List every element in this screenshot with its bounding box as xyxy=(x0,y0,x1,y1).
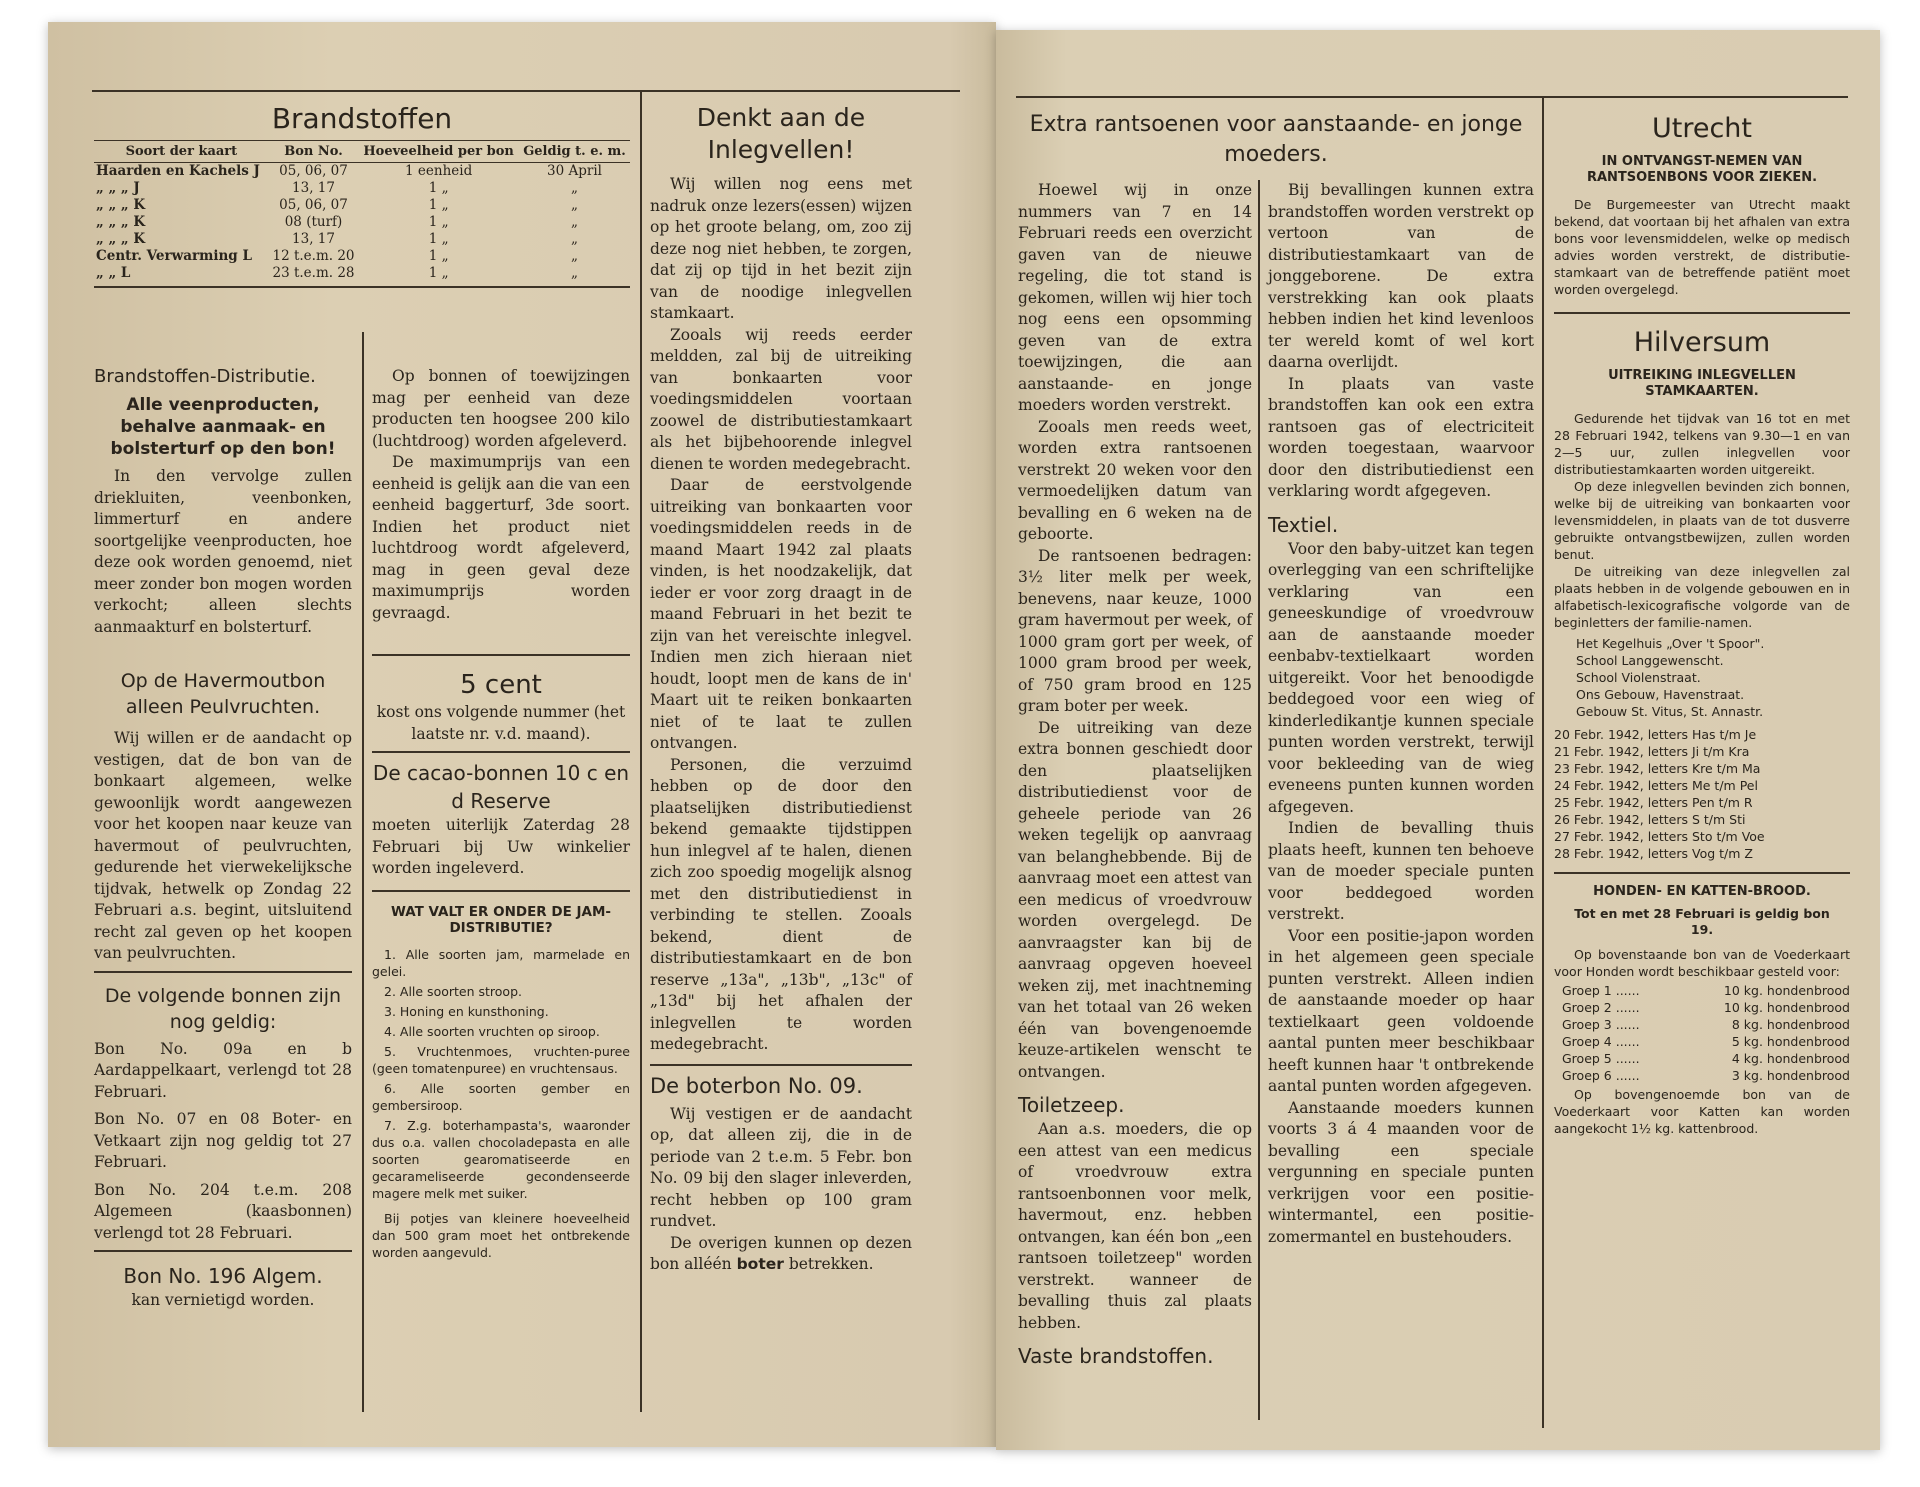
cell: 13, 17 xyxy=(292,231,335,247)
honden-title: HONDEN- EN KATTEN-BROOD. xyxy=(1593,884,1811,899)
list-item: Bon No. 204 t.e.m. 208 Algemeen (kaasbonnen) verlengd tot 28 Februari. xyxy=(94,1180,352,1242)
cell: 23 t.e.m. 28 xyxy=(272,265,355,281)
table-row xyxy=(94,163,630,181)
havermout-article xyxy=(94,668,352,1312)
list-item: 21 Febr. 1942, letters Ji t/m Kra xyxy=(1554,744,1750,759)
geldig-title: De volgende bonnen zijn nog geldig: xyxy=(104,984,342,1033)
paragraph: Op deze inlegvellen bevinden zich bonnen, welke bij de uitreiking van bonkaarten voor levensmiddelen, in plaats van de tot dusverre gebruikte ontvangstbewijzen, zullen worden benut. xyxy=(1554,479,1850,562)
list-item: School Langgewenscht. xyxy=(1576,653,1724,668)
cell: 1 „ xyxy=(428,197,449,213)
list-item: 26 Febr. 1942, letters S t/m Sti xyxy=(1554,812,1746,827)
paragraph: Voor den baby-uitzet kan tegen overlegging van een schriftelijke verklaring van een geneeskundige of vroedvrouw aan de aanstaande moeder eenbabv-textielkaart worden uitgereikt. Voor het benoodigde beddegoed voor een wieg of kinderledikantje kunnen speciale punten worden verstrekt, terwijl voor bekleeding van de wieg eveneens punten kunnen worden afgegeven. xyxy=(1268,539,1534,816)
text-bold: boter xyxy=(736,1255,784,1273)
jam-note: Bij potjes van kleinere hoeveelheid dan 500 gram moet het ontbrekende worden aangevuld. xyxy=(372,1210,630,1260)
utrecht-subtitle: IN ONTVANGST-NEMEN VAN RANTSOENBONS VOOR ZIEKEN. xyxy=(1586,154,1818,185)
paragraph: Wij willen nog eens met nadruk onze lezers(essen) wijzen op het groote belang, om, zoo zij deze nog niet hebben, te zorgen, dat zij op tijd in het bezit zijn van de noodige inlegvellen stamkaart. xyxy=(650,175,912,322)
group-name: Groep 4 ...... xyxy=(1562,1034,1640,1049)
local-news-column xyxy=(1554,112,1850,1137)
table-header: Bon No. xyxy=(269,141,359,163)
table-row xyxy=(94,231,630,248)
list-item: 7. Z.g. boterhampasta's, waaronder dus o.a. vallen chocoladepasta en alle soorten gearomatiseerde en gecarameliseerde gecondenseerde magere melk met suiker. xyxy=(372,1117,630,1201)
paragraph: Gedurende het tijdvak van 16 tot en met 28 Februari 1942, telkens van 9.30—1 en van 2—5 uur, zullen inlegvellen voor distributiestamkaarten worden uitgereikt. xyxy=(1554,411,1850,477)
cacao-text: moeten uiterlijk Zaterdag 28 Februari bij Uw winkelier worden ingeleverd. xyxy=(372,816,630,877)
cell: „ xyxy=(571,248,578,264)
table-row xyxy=(94,248,630,265)
brandstoffen-title: Brandstoffen xyxy=(271,102,453,135)
honden-body xyxy=(1554,946,1850,1137)
cent-article xyxy=(372,668,630,1261)
paragraph: De rantsoenen bedragen: 3½ liter melk per week, benevens, naar keuze, 1000 gram havermout per week, of 1000 gram gort per week, of 1000 gram brood per week, of 750 gram brood en 125 gram boter per week. xyxy=(1018,546,1252,715)
group-amount: 8 kg. hondenbrood xyxy=(1731,1017,1850,1032)
paragraph: De uitreiking van deze extra bonnen geschiedt door den plaatselijken distributiedienst voor de geheele periode van 26 weken tegelijk op aanvraag van belanghebbende. Bij de aanvraag moet een attest van een medicus of vroedvrouw worden overgelegd. De aanvraagster kan bij de aanvraag opgeven hoeveel weken zij, met inachtneming van het totaal van 26 weken één van bovengenoemde keuze-artikelen wenscht te ontvangen. xyxy=(1018,718,1252,1081)
list-item: 5. Vruchtenmoes, vruchten-puree (geen tomatenpuree) en vruchtensaus. xyxy=(372,1043,630,1076)
brandstoffen-section xyxy=(94,102,630,288)
paragraph: Hoewel wij in onze nummers van 7 en 14 Februari reeds een overzicht gaven van de nieuwe regeling, die tot stand is gekomen, willen wij hier toch nog eens een opsomming geven van de extra toewijzingen, die aan aanstaande- en jonge moeders worden verstrekt. xyxy=(1018,181,1252,414)
cell: „ „ „ K xyxy=(96,231,146,247)
column-divider xyxy=(362,332,364,1412)
paragraph: Indien de bevalling thuis plaats heeft, kunnen ten behoeve van de moeder speciale punten voor beddegoed worden verstrekt. xyxy=(1268,819,1534,923)
cell: „ xyxy=(571,197,578,213)
havermout-title: Op de Havermoutbon alleen Peulvruchten. xyxy=(120,670,326,718)
paragraph: De uitreiking van deze inlegvellen zal plaats hebben in de volgende gebouwen en in alfabetisch-lexicografische volgorde van de beginletters der familie-namen. xyxy=(1554,564,1850,630)
cell: 05, 06, 07 xyxy=(279,197,348,213)
list-item xyxy=(1562,1033,1850,1050)
table-row xyxy=(94,265,630,282)
jam-title: WAT VALT ER ONDER DE JAM-DISTRIBUTIE? xyxy=(390,903,612,936)
cell: 08 (turf) xyxy=(284,214,343,230)
paragraph: Aanstaande moeders kunnen voorts 3 á 4 maanden voor de bevalling een speciale vergunning en speciale punten verkrijgen voor een positie-wintermantel, een positie-zomermantel en bustehouders. xyxy=(1268,1098,1534,1246)
cell: „ xyxy=(571,214,578,230)
list-item xyxy=(1562,999,1850,1016)
paragraph: Aan a.s. moeders, die op een attest van een medicus of vroedvrouw extra rantsoenbonnen voor melk, havermout, enz. hebben ontvangen, kan één bon „een rantsoen toiletzeep" worden verstrekt. wanneer de bevalling thuis zal plaats hebben. xyxy=(1018,1120,1252,1332)
list-item: 3. Honing en kunsthoning. xyxy=(384,1003,549,1019)
vaste-article xyxy=(1268,180,1534,1248)
bon196-title: Bon No. 196 Algem. xyxy=(123,1264,323,1288)
table-header: Soort der kaart xyxy=(94,141,269,163)
cell: „ „ L xyxy=(96,265,131,281)
distributie-article-cont xyxy=(372,366,630,624)
hilversum-subtitle: UITREIKING INLEGVELLEN STAMKAARTEN. xyxy=(1608,368,1796,399)
list-item xyxy=(1562,982,1850,999)
list-item: Bon No. 09a en b Aardappelkaart, verlengd tot 28 Februari. xyxy=(94,1039,352,1101)
table-header: Geldig t. e. m. xyxy=(519,141,630,163)
geldig-list xyxy=(94,1039,352,1245)
group-name: Groep 5 ...... xyxy=(1562,1051,1640,1066)
cell: „ „ „ J xyxy=(96,180,140,196)
paragraph: Op bovengenoemde bon van de Voederkaart voor Katten kan worden aangekocht 1½ kg. kattenbrood. xyxy=(1554,1087,1850,1136)
group-name: Groep 3 ...... xyxy=(1562,1017,1640,1032)
cell: 1 „ xyxy=(428,180,449,196)
cell: 1 „ xyxy=(428,214,449,230)
right-page xyxy=(996,30,1880,1450)
distributie-article xyxy=(94,366,352,638)
list-item: 28 Febr. 1942, letters Vog t/m Z xyxy=(1554,846,1753,861)
list-item xyxy=(1562,1050,1850,1067)
paragraph: Personen, die verzuimd hebben op de door den plaatselijken distributiedienst bekend gemaakte tijdstippen hun inlegvel af te halen, dienen zich zoo spoedig mogelijk alsnog met den distributiedienst in verbinding te stellen. Zooals bekend, dient de distributiestamkaart en de bon reserve „13a", „13b", „13c" of „13d" bij het afhalen der inlegvellen te worden medegebracht. xyxy=(650,755,912,1053)
utrecht-title: Utrecht xyxy=(1651,113,1752,144)
extra-title-block xyxy=(1016,110,1536,170)
hilversum-body xyxy=(1554,410,1850,862)
bon196-text: kan vernietigd worden. xyxy=(131,1291,315,1309)
location-list xyxy=(1576,635,1850,720)
cell: 1 „ xyxy=(428,248,449,264)
table-row xyxy=(94,214,630,231)
paragraph: De Burgemeester van Utrecht maakt bekend, dat voortaan bij het afhalen van extra bons voor levensmiddelen, welke op medisch advies worden verstrekt, de distributie-stamkaart van de betreffende patiënt moet worden overgelegd. xyxy=(1554,197,1850,297)
inlegvellen-title: Denkt aan de Inlegvellen! xyxy=(696,103,866,164)
list-item: 25 Febr. 1942, letters Pen t/m R xyxy=(1554,795,1753,810)
list-item: School Violenstraat. xyxy=(1576,670,1701,685)
date-list xyxy=(1554,726,1850,862)
paragraph: Bij bevallingen kunnen extra brandstoffen worden verstrekt op vertoon van de distributiestamkaart van de jonggeborene. De extra verstrekking kan ook plaats hebben indien het kind levenloos ter wereld komt of wel kort daarna overlijdt. xyxy=(1268,181,1534,371)
group-name: Groep 2 ...... xyxy=(1562,1000,1640,1015)
paragraph: De maximumprijs van een eenheid is gelijk aan die van een eenheid baggerturf, 3de soort. Indien het product niet luchtdroog wordt afgeleverd, mag in geen geval deze maximumprijs worden gevraagd. xyxy=(372,453,630,622)
paragraph: Wij willen er de aandacht op vestigen, dat de bon van de bonkaart algemeen, welke gewoonlijk wordt aangewezen voor het koopen naar keuze van havermout of peulvruchten, gedurende het vierwekelijksche tijdvak, hetwelk op Zondag 22 Februari a.s. begint, uitsluitend recht zal geven op het koopen van peulvruchten. xyxy=(94,729,352,962)
textiel-title: Textiel. xyxy=(1268,512,1339,537)
distributie-subtitle: Alle veenproducten, behalve aanmaak- en bolsterturf op den bon! xyxy=(110,395,336,459)
inlegvellen-article xyxy=(650,102,912,1276)
cell: Centr. Verwarming L xyxy=(96,248,252,264)
groups-list xyxy=(1562,982,1850,1084)
list-item: 24 Febr. 1942, letters Me t/m Pel xyxy=(1554,778,1758,793)
extra-title: Extra rantsoenen voor aanstaande- en jonge moeders. xyxy=(1029,112,1523,167)
list-item: 2. Alle soorten stroop. xyxy=(384,983,522,999)
list-item xyxy=(1562,1067,1850,1084)
brandstoffen-table xyxy=(94,140,630,282)
cell: „ „ „ K xyxy=(96,214,146,230)
cell: 13, 17 xyxy=(292,180,335,196)
list-item: 4. Alle soorten vruchten op siroop. xyxy=(384,1023,600,1039)
cell: Haarden en Kachels J xyxy=(96,163,260,179)
list-item: 1. Alle soorten jam, marmelade en gelei. xyxy=(372,946,630,979)
table-row xyxy=(94,197,630,214)
paragraph: Zooals men reeds weet, worden extra rantsoenen verstrekt 20 weken voor den vermoedelijken datum van bevalling en 6 weken na de geboorte. xyxy=(1018,417,1252,543)
paragraph: Wij vestigen er de aandacht op, dat alleen zij, die in de periode van 2 t.e.m. 5 Febr. bon No. 09 bij den slager inleverden, recht hebben op 100 gram rundvet. xyxy=(650,1104,912,1230)
group-amount: 3 kg. hondenbrood xyxy=(1731,1068,1850,1083)
hilversum-title: Hilversum xyxy=(1633,327,1771,358)
extra-article xyxy=(1018,180,1252,1370)
list-item: 20 Febr. 1942, letters Has t/m Je xyxy=(1554,727,1757,742)
table-header: Hoeveelheid per bon xyxy=(358,141,519,163)
list-item: 6. Alle soorten gember en gembersiroop. xyxy=(372,1080,630,1113)
rule xyxy=(372,654,630,656)
column-divider xyxy=(1542,98,1544,1428)
paragraph: Voor een positie-japon worden in het algemeen geen speciale punten verstrekt. Alleen indien de aanstaande moeder op haar textielkaart geen voldoende aantal punten meer beschikbaar heeft kunnen haar 't ontbrekende aantal punten worden afgegeven. xyxy=(1268,926,1534,1095)
column-divider xyxy=(640,92,642,1412)
jam-list xyxy=(372,946,630,1261)
distributie-title: Brandstoffen-Distributie. xyxy=(94,366,316,387)
cell: 12 t.e.m. 20 xyxy=(272,248,355,264)
column-divider xyxy=(1258,180,1260,1420)
list-item: 23 Febr. 1942, letters Kre t/m Ma xyxy=(1554,761,1761,776)
text: betrekken. xyxy=(783,1255,874,1273)
cell: 1 „ xyxy=(428,265,449,281)
cell: 30 April xyxy=(547,163,602,179)
paragraph: Zooals wij reeds eerder meldden, zal bij de uitreiking van bonkaarten voor voedingsmiddelen voortaan zoowel de distributiestamkaart als het bijbehoorende inlegvel dienen te worden medegebracht. xyxy=(650,325,912,473)
paragraph: In plaats van vaste brandstoffen kan ook een extra rantsoen gas of electriciteit worden toegestaan, waarvoor door den distributiedienst een verklaring wordt afgegeven. xyxy=(1268,374,1534,500)
cell: 1 „ xyxy=(428,231,449,247)
group-name: Groep 6 ...... xyxy=(1562,1068,1640,1083)
paragraph: In den vervolge zullen driekluiten, veenbonken, limmerturf en andere soortgelijke veenproducten, hoe deze ook worden genoemd, niet meer zonder bon mogen worden verkocht; alleen slechts aanmaakturf en bolsterturf. xyxy=(94,467,352,636)
table-row xyxy=(94,180,630,197)
list-item: Ons Gebouw, Havenstraat. xyxy=(1576,687,1745,702)
cell: „ xyxy=(571,180,578,196)
paragraph: Op bovenstaande bon van de Voederkaart voor Honden wordt beschikbaar gesteld voor: xyxy=(1554,947,1850,979)
cell: 05, 06, 07 xyxy=(279,163,348,179)
left-page xyxy=(48,22,996,1447)
paragraph xyxy=(650,1233,912,1276)
paragraph: Op bonnen of toewijzingen mag per eenheid van deze producten ten hoogsee 200 kilo (luchtdroog) worden afgeleverd. xyxy=(372,367,630,450)
list-item: Gebouw St. Vitus, St. Annastr. xyxy=(1576,704,1764,719)
top-rule xyxy=(92,90,960,92)
list-item: 27 Febr. 1942, letters Sto t/m Voe xyxy=(1554,829,1765,844)
group-amount: 4 kg. hondenbrood xyxy=(1731,1051,1850,1066)
cent-title: 5 cent xyxy=(460,670,542,700)
list-item xyxy=(1562,1016,1850,1033)
toiletzeep-title: Toiletzeep. xyxy=(1018,1093,1125,1117)
cell: „ xyxy=(571,265,578,281)
cell: „ xyxy=(571,231,578,247)
group-amount: 10 kg. hondenbrood xyxy=(1723,1000,1850,1015)
cent-text: kost ons volgende nummer (het laatste nr. v.d. maand). xyxy=(376,703,626,743)
group-name: Groep 1 ...... xyxy=(1562,983,1640,998)
honden-subtitle: Tot en met 28 Februari is geldig bon 19. xyxy=(1574,906,1830,937)
boterbon-title: De boterbon No. 09. xyxy=(650,1073,863,1098)
text: De overigen kunnen op dezen bon alléén xyxy=(650,1233,912,1273)
list-item: Bon No. 07 en 08 Boter- en Vetkaart zijn nog geldig tot 27 Februari. xyxy=(94,1110,352,1171)
list-item: Het Kegelhuis „Over 't Spoor". xyxy=(1576,636,1765,651)
group-amount: 10 kg. hondenbrood xyxy=(1723,983,1850,998)
cell: 1 eenheid xyxy=(405,163,473,179)
cell: „ „ „ K xyxy=(96,197,146,213)
cacao-title: De cacao-bonnen 10 c en d Reserve xyxy=(372,761,630,813)
group-amount: 5 kg. hondenbrood xyxy=(1731,1034,1850,1049)
paragraph: Daar de eerstvolgende uitreiking van bonkaarten voor voedingsmiddelen reeds in de maand Maart 1942 zal plaats vinden, is het noodzakelijk, dat ieder er voor zorg draagt in de maand Februari in het bezit te zijn van het vereischte inlegvel. Indien men zich hieraan niet houdt, loopt men de kans de in' Maart uit te reiken bonkaarten niet of te laat te zullen ontvangen. xyxy=(650,476,912,752)
top-rule xyxy=(1016,96,1848,98)
vaste-title: Vaste brandstoffen. xyxy=(1018,1344,1214,1368)
